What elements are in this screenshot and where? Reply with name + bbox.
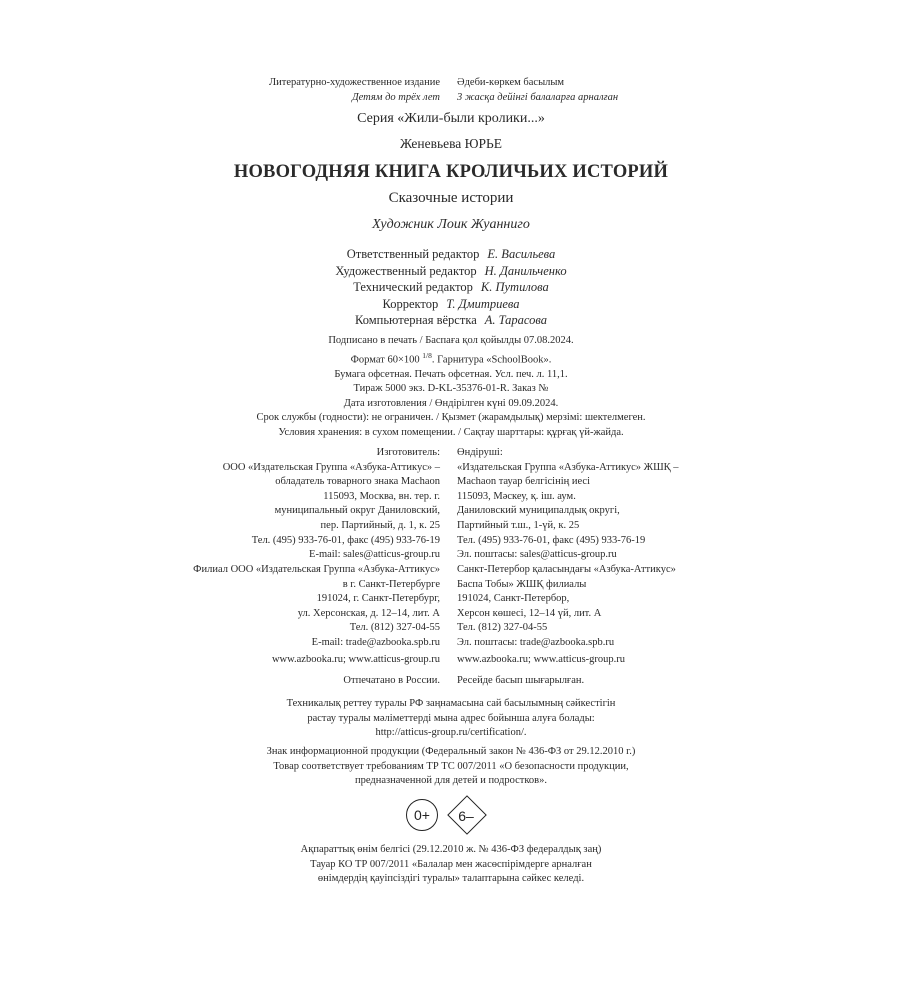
printed-in-russia-kz: Ресейде басып шығарылған. bbox=[457, 675, 585, 686]
manufacturer-ru-line: ООО «Издательская Группа «Азбука-Аттикус» – bbox=[222, 461, 440, 473]
credit-role: Технический редактор bbox=[353, 280, 473, 294]
manufacturer-kz-line: «Издательская Группа «Азбука-Аттикус» ЖШҚ – bbox=[457, 461, 679, 473]
book-title: НОВОГОДНЯЯ КНИГА КРОЛИЧЬИХ ИСТОРИЙ bbox=[233, 162, 669, 182]
manufacturer-ru-line: пер. Партийный, д. 1, к. 25 bbox=[320, 519, 440, 531]
info-ru-line: предназначенной для детей и подростков». bbox=[354, 775, 548, 787]
credit-role: Художественный редактор bbox=[335, 263, 477, 278]
storage-conditions: Условия хранения: в сухом помещении. / Сақтау шарттары: құрғақ үй-жайда. bbox=[278, 427, 624, 439]
certification-line: Техникалық реттеу туралы РФ заңнамасына сай басылымның сәйкестігін bbox=[286, 698, 616, 709]
age-rating-diamond-label: 6– bbox=[458, 808, 474, 824]
print-paper: Бумага офсетная. Печать офсетная. Усл. печ. л. 11,1. bbox=[334, 368, 568, 380]
credit-row bbox=[0, 263, 902, 280]
manufacturer-kz-line: Machaon тауар белгісінің иесі bbox=[457, 476, 590, 488]
manufacturer-ru-line: Тел. (495) 933-76-01, факс (495) 933-76-19 bbox=[251, 534, 440, 546]
print-date: Дата изготовления / Өндірілген күні 09.09.2024. bbox=[343, 397, 559, 409]
credit-row bbox=[0, 279, 902, 296]
branch-ru-line: 191024, г. Санкт-Петербург, bbox=[316, 593, 440, 605]
manufacturer-ru-line: Изготовитель: bbox=[376, 447, 440, 458]
certification-line: растау туралы мәліметтерді мына адрес бойынша алуға болады: bbox=[307, 712, 595, 724]
format-fraction: 1/8 bbox=[422, 350, 432, 360]
websites-kz: www.azbooka.ru; www.atticus-group.ru bbox=[457, 654, 626, 665]
age-note-ru: Детям до трёх лет bbox=[351, 91, 440, 103]
print-signed: Подписано в печать / Баспаға қол қойылды 07.08.2024. bbox=[328, 335, 574, 346]
branch-ru-line: ул. Херсонская, д. 12–14, лит. А bbox=[297, 607, 440, 619]
manufacturer-ru-line: E-mail: sales@atticus-group.ru bbox=[309, 549, 440, 561]
manufacturer-ru-line: обладатель товарного знака Machaon bbox=[275, 476, 440, 488]
credit-name: Н. Данильченко bbox=[484, 263, 567, 278]
info-kz-line: Тауар КО ТР 007/2011 «Балалар мен жасөспірімдерге арналған bbox=[310, 858, 592, 870]
branch-kz-line: Тел. (812) 327-04-55 bbox=[457, 622, 548, 634]
credit-row bbox=[0, 296, 902, 313]
edition-type-ru: Литературно-художественное издание bbox=[269, 77, 440, 88]
branch-kz-line: Херсон көшесі, 12–14 үй, лит. А bbox=[457, 607, 602, 619]
branch-ru-line: Тел. (812) 327-04-55 bbox=[349, 622, 440, 634]
manufacturer-kz-line: Эл. поштасы: sales@atticus-group.ru bbox=[457, 549, 617, 561]
shelf-life: Срок службы (годности): не ограничен. / Қызмет (жарамдылық) мерзімі: шектелмеген. bbox=[256, 412, 646, 424]
print-info bbox=[0, 334, 902, 441]
manufacturer-ru-line: муниципальный округ Даниловский, bbox=[274, 505, 440, 517]
branch-kz-line: Баспа Тобы» ЖШҚ филиалы bbox=[457, 578, 587, 590]
credit-role: Корректор bbox=[382, 296, 439, 311]
manufacturer-kz-line: Өндіруші: bbox=[457, 447, 503, 458]
info-product-ru bbox=[0, 745, 902, 789]
branch-kz bbox=[457, 563, 676, 651]
info-ru-line: Товар соответствует требованиям ТР ТС 007/2011 «О безопасности продукции, bbox=[273, 760, 629, 772]
manufacturer-kz-line: Тел. (495) 933-76-01, факс (495) 933-76-19 bbox=[457, 534, 646, 546]
edition-type-kz: Әдеби-көркем басылым bbox=[457, 77, 565, 88]
info-product-kz bbox=[0, 843, 902, 887]
manufacturer-ru bbox=[223, 446, 440, 563]
manufacturer-kz bbox=[457, 446, 679, 563]
credit-name: К. Путилова bbox=[480, 280, 549, 294]
credit-role: Ответственный редактор bbox=[346, 247, 480, 261]
author: Женевьева ЮРЬЕ bbox=[399, 136, 503, 151]
manufacturer-kz-line: 115093, Мәскеу, қ. іш. аум. bbox=[457, 490, 576, 502]
printed-in-russia-ru: Отпечатано в России. bbox=[343, 675, 440, 686]
manufacturer-ru-line: 115093, Москва, вн. тер. г. bbox=[323, 490, 440, 502]
credits-block bbox=[0, 246, 902, 329]
credit-role: Компьютерная вёрстка bbox=[355, 313, 477, 327]
branch-kz-line: Эл. поштасы: trade@azbooka.spb.ru bbox=[457, 636, 615, 648]
credit-name: Т. Дмитриева bbox=[446, 296, 520, 311]
age-rating-circle-icon: 0+ bbox=[406, 799, 438, 831]
age-note-kz: 3 жасқа дейінгі балаларға арналған bbox=[457, 91, 619, 103]
branch-kz-line: Санкт-Петербор қаласындағы «Азбука-Аттикус» bbox=[457, 564, 676, 575]
credit-name: Е. Васильева bbox=[487, 247, 556, 261]
series-label: Серия «Жили-были кролики...» bbox=[357, 111, 545, 126]
branch-ru-line: E-mail: trade@azbooka.spb.ru bbox=[311, 636, 440, 648]
certification-note bbox=[0, 697, 902, 741]
credit-name: А. Тарасова bbox=[484, 313, 547, 327]
manufacturer-kz-line: Даниловский муниципалдық округі, bbox=[457, 505, 620, 517]
info-ru-line: Знак информационной продукции (Федеральный закон № 436-ФЗ от 29.12.2010 г.) bbox=[266, 746, 636, 757]
manufacturer-kz-line: Партийный т.ш., 1-үй, к. 25 bbox=[457, 519, 580, 531]
header-right bbox=[457, 76, 618, 105]
illustrator: Художник Лоик Жуанниго bbox=[372, 217, 530, 232]
info-kz-line: Ақпараттық өнім белгісі (29.12.2010 ж. № 436-ФЗ федералдық заң) bbox=[300, 844, 602, 855]
branch-kz-line: 191024, Санкт-Петербор, bbox=[457, 593, 570, 605]
certification-url: http://atticus-group.ru/certification/. bbox=[375, 727, 527, 739]
credit-row bbox=[0, 246, 902, 263]
branch-ru bbox=[193, 563, 440, 651]
credit-row bbox=[0, 312, 902, 329]
info-kz-line: өнімдердің қауіпсіздігі туралы» талаптарына сәйкес келеді. bbox=[317, 873, 585, 885]
websites-ru: www.azbooka.ru; www.atticus-group.ru bbox=[271, 654, 440, 665]
print-format: Формат 60×100 $^{1/8}$. Гарнитура «SchoolBook». bbox=[350, 350, 552, 366]
book-subtitle: Сказочные истории bbox=[388, 190, 514, 206]
print-run: Тираж 5000 экз. D-KL-35376-01-R. Заказ № bbox=[353, 383, 549, 395]
branch-ru-line: Филиал ООО «Издательская Группа «Азбука-Аттикус» bbox=[193, 564, 440, 575]
branch-ru-line: в г. Санкт-Петербурге bbox=[342, 578, 440, 590]
header-left bbox=[269, 76, 440, 105]
